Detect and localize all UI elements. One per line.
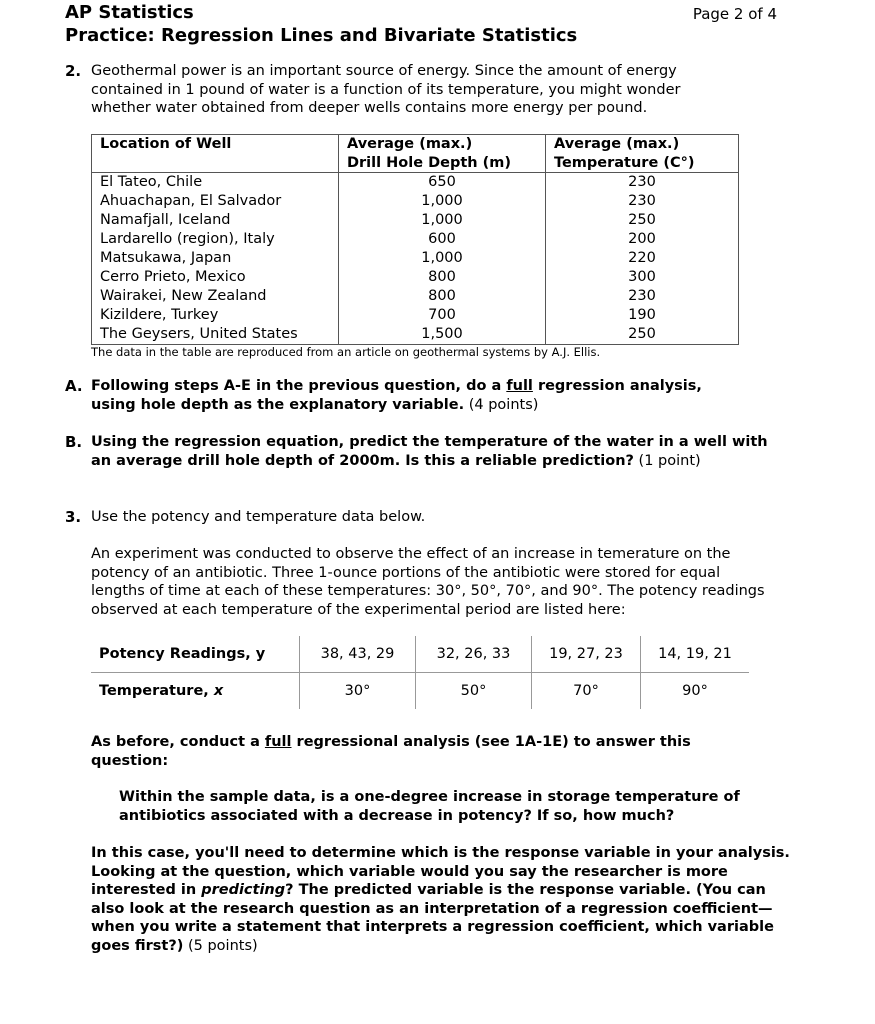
geothermal-table <box>91 134 739 345</box>
cell-loc: The Geysers, United States <box>92 325 339 345</box>
part-b-letter: B. <box>65 433 83 451</box>
temperature-cell: 70° <box>532 673 641 710</box>
cell-temp: 230 <box>546 173 739 193</box>
table-row <box>92 325 739 345</box>
col-depth-header: Average (max.) Drill Hole Depth (m) <box>339 135 546 173</box>
research-question: Within the sample data, is a one-degree increase in storage temperature of antibiotics associated with a decrease in potency? If so, how much? <box>119 789 740 824</box>
cell-depth: 1,000 <box>339 249 546 268</box>
cell-loc: Namafjall, Iceland <box>92 211 339 230</box>
cell-temp: 230 <box>546 192 739 211</box>
table-row <box>92 192 739 211</box>
cell-loc: Wairakei, New Zealand <box>92 287 339 306</box>
cell-temp: 190 <box>546 306 739 325</box>
part-a-text: Following steps A-E in the previous question, do a full regression analysis, using hole depth as the explanatory variable. (4 points) <box>91 378 702 413</box>
potency-cell: 14, 19, 21 <box>641 636 750 673</box>
cell-depth: 600 <box>339 230 546 249</box>
cell-temp: 250 <box>546 211 739 230</box>
table-row <box>92 306 739 325</box>
temperature-cell: 30° <box>300 673 416 710</box>
table-row <box>92 287 739 306</box>
cell-loc: El Tateo, Chile <box>92 173 339 193</box>
potency-label: Potency Readings, y <box>91 636 300 673</box>
part-a-letter: A. <box>65 377 83 395</box>
question-3-number: 3. <box>65 508 82 526</box>
cell-depth: 1,500 <box>339 325 546 345</box>
potency-cell: 19, 27, 23 <box>532 636 641 673</box>
cell-loc: Lardarello (region), Italy <box>92 230 339 249</box>
part-b-text: Using the regression equation, predict the temperature of the water in a well with an average drill hole depth of 2000m. Is this a reliable prediction? (1 point) <box>91 434 768 469</box>
potency-cell: 32, 26, 33 <box>416 636 532 673</box>
question-2-intro: Geothermal power is an important source of energy. Since the amount of energy contained in 1 pound of water is a function of its temperature, you might wonder whether water obtained from deeper wells contains more energy per pound. <box>91 63 681 116</box>
question-2-number: 2. <box>65 62 82 80</box>
cell-loc: Kizildere, Turkey <box>92 306 339 325</box>
cell-depth: 1,000 <box>339 211 546 230</box>
cell-loc: Ahuachapan, El Salvador <box>92 192 339 211</box>
course-title: AP Statistics <box>65 2 194 23</box>
potency-cell: 38, 43, 29 <box>300 636 416 673</box>
temperature-cell: 50° <box>416 673 532 710</box>
table-caption: The data in the table are reproduced from an article on geothermal systems by A.J. Ellis. <box>91 345 601 359</box>
col-location-header: Location of Well <box>92 135 339 173</box>
cell-depth: 700 <box>339 306 546 325</box>
experiment-description: An experiment was conducted to observe the effect of an increase in temerature on the potency of an antibiotic. Three 1-ounce portions of the antibiotic were stored for equal lengths of time at each of these temperatures: 30°, 50°, 70°, and 90°. The potency readings observed at each temperature of the experimental period are listed here: <box>91 546 765 618</box>
table-row <box>92 230 739 249</box>
page-title: Practice: Regression Lines and Bivariate Statistics <box>65 25 578 46</box>
temperature-cell: 90° <box>641 673 750 710</box>
cell-loc: Cerro Prieto, Mexico <box>92 268 339 287</box>
cell-depth: 800 <box>339 287 546 306</box>
cell-temp: 300 <box>546 268 739 287</box>
potency-row <box>91 636 749 673</box>
table-row <box>92 268 739 287</box>
table-row <box>92 211 739 230</box>
final-instructions: In this case, you'll need to determine which is the response variable in your analysis. Looking at the question, which variable would you say the researcher is more interested in predicting? The predicted variable is the response variable. (You can also look at the research question as an interpretation of a regression coefficient—when you write a statement that interprets a regression coefficient, which variable goes first?) (5 points) <box>91 845 790 954</box>
temperature-label: Temperature, x <box>99 683 224 699</box>
cell-temp: 220 <box>546 249 739 268</box>
table-row <box>92 173 739 193</box>
table-row <box>92 249 739 268</box>
question-3-intro: Use the potency and temperature data below. <box>91 509 426 525</box>
col-temperature-header: Average (max.) Temperature (C°) <box>546 135 739 173</box>
cell-temp: 250 <box>546 325 739 345</box>
cell-depth: 1,000 <box>339 192 546 211</box>
cell-loc: Matsukawa, Japan <box>92 249 339 268</box>
cell-depth: 800 <box>339 268 546 287</box>
cell-temp: 230 <box>546 287 739 306</box>
instruction-text: As before, conduct a full regressional analysis (see 1A-1E) to answer this question: <box>91 734 691 769</box>
cell-depth: 650 <box>339 173 546 193</box>
temperature-row <box>91 673 749 710</box>
potency-table <box>91 636 749 709</box>
page-number: Page 2 of 4 <box>692 5 777 23</box>
cell-temp: 200 <box>546 230 739 249</box>
